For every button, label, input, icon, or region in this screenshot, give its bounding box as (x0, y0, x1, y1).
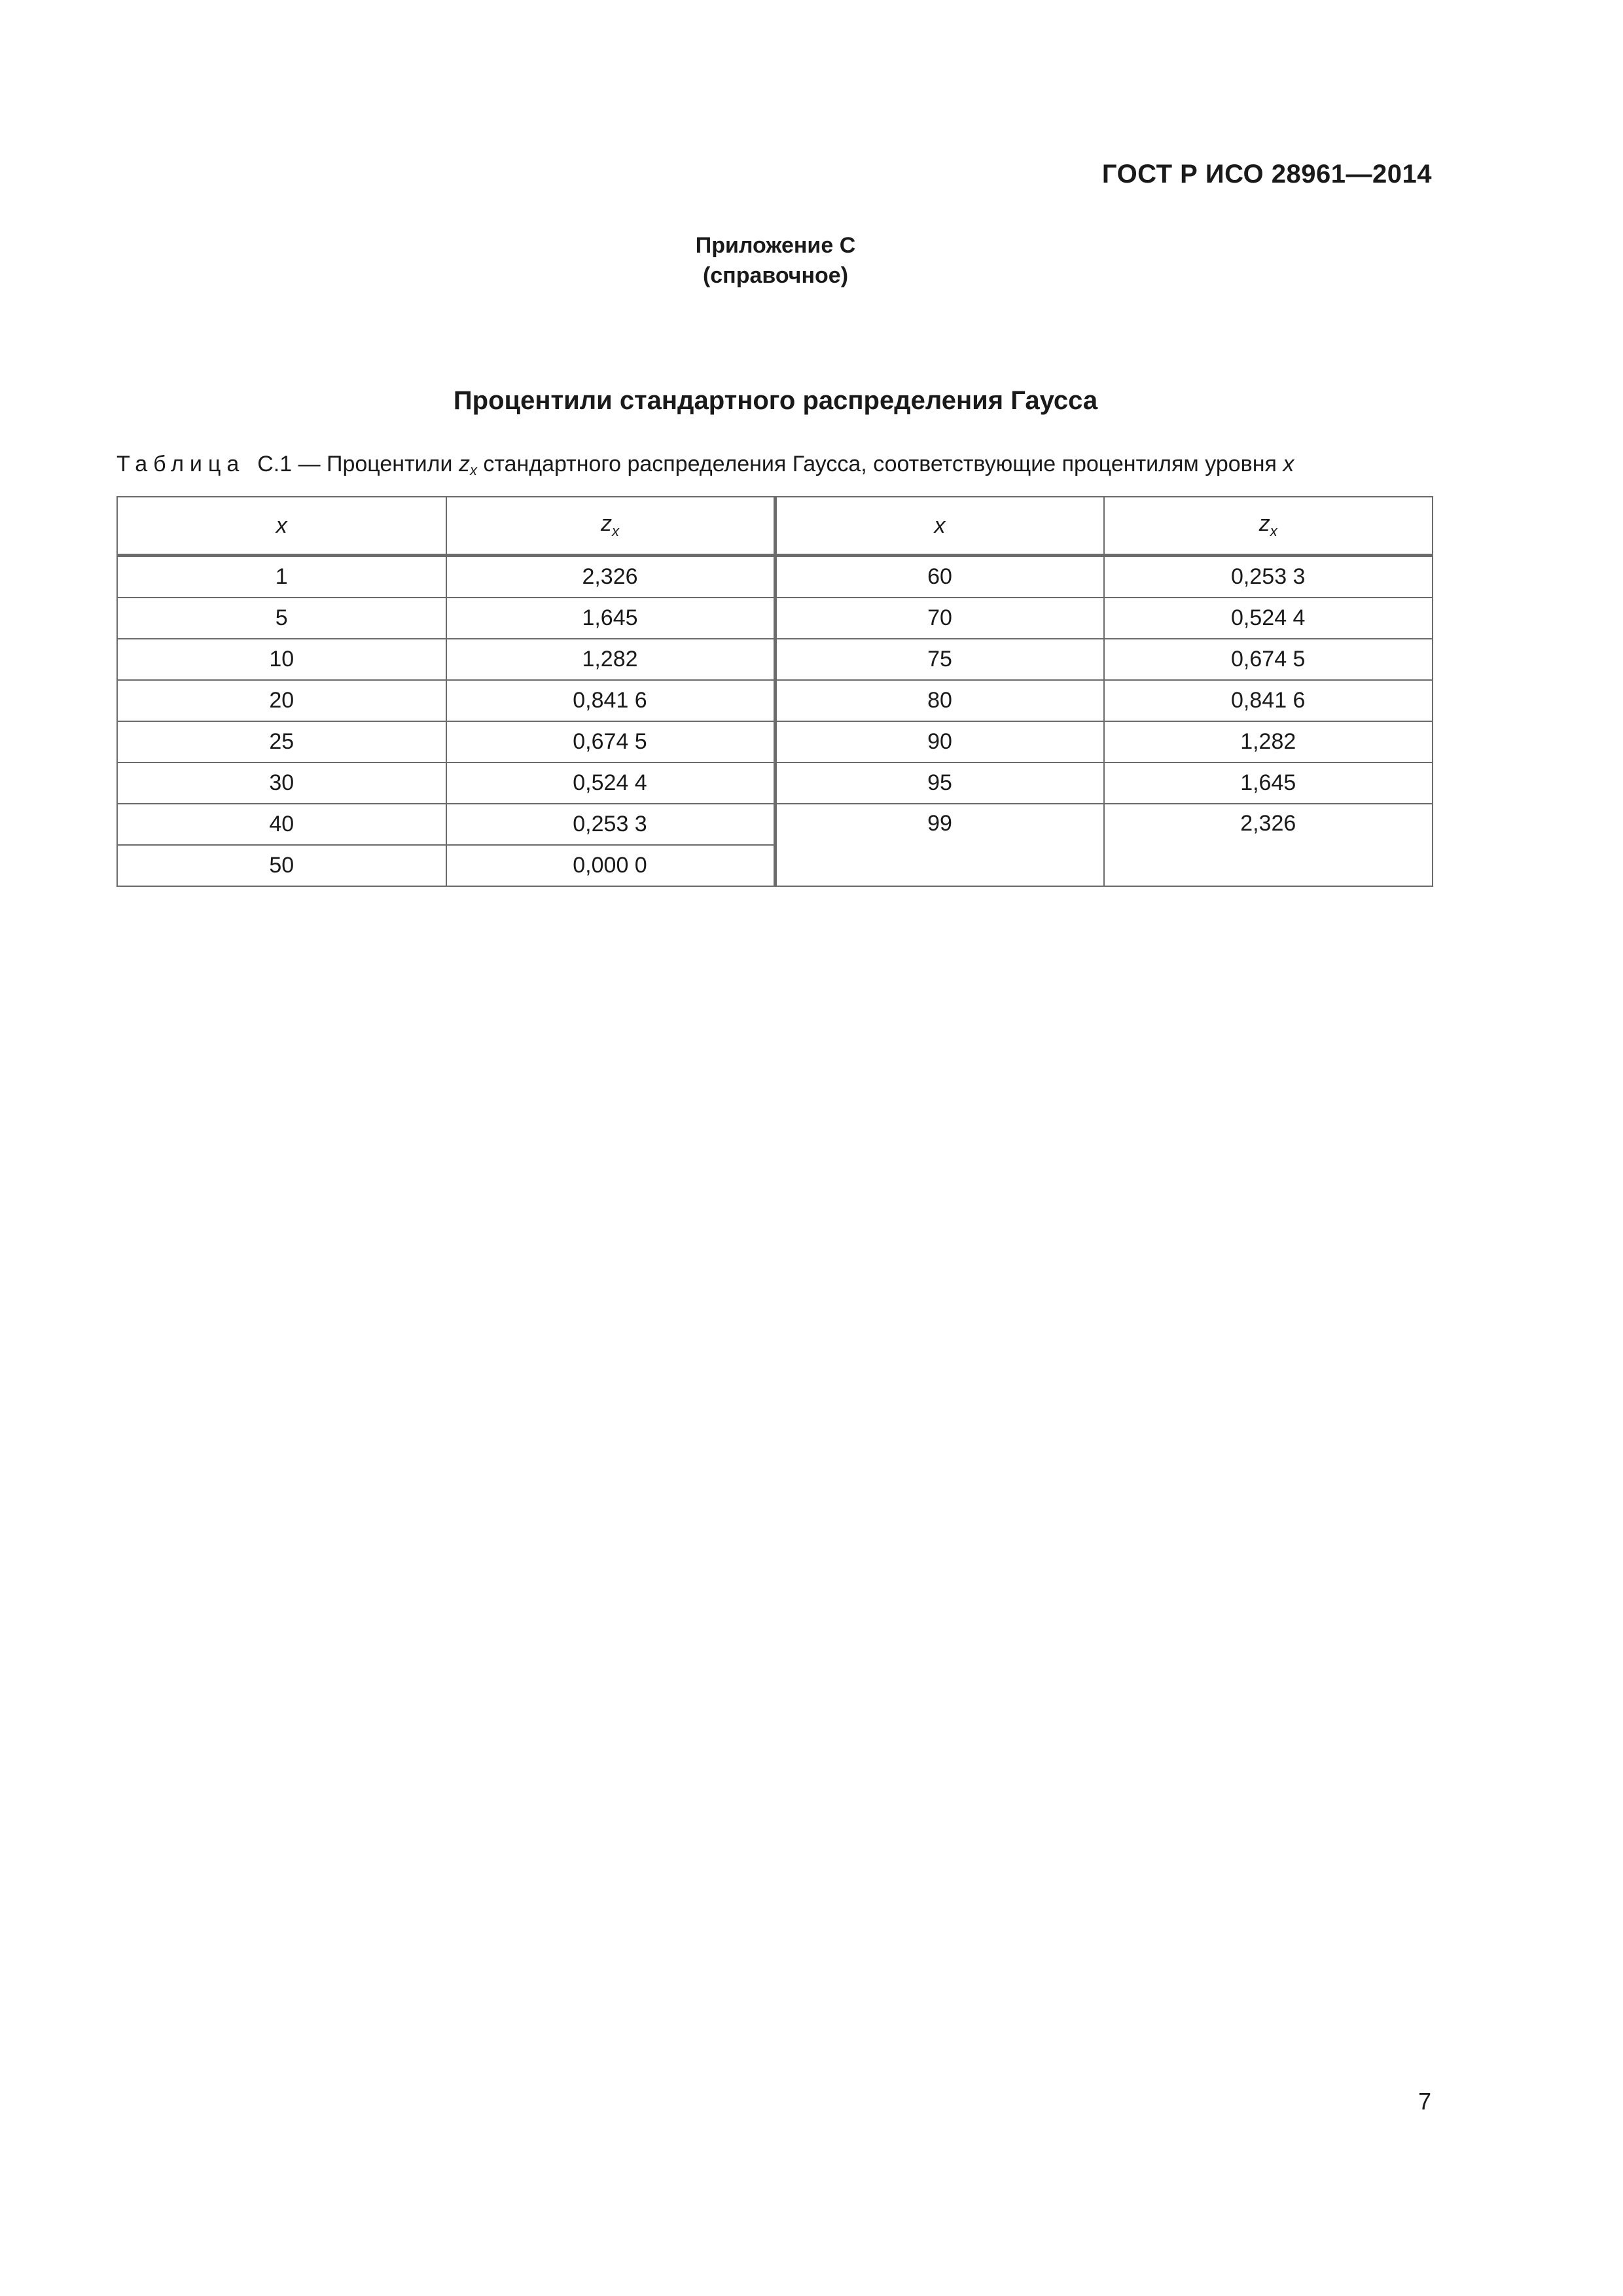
cell-x: 50 (117, 845, 446, 886)
caption-text-after: стандартного распределения Гаусса, соответствующие процентилям уровня (483, 452, 1277, 476)
appendix-type: (справочное) (702, 263, 849, 288)
table-row (117, 598, 1433, 639)
cell-z: 0,841 6 (446, 680, 776, 721)
cell-x: 70 (775, 598, 1104, 639)
caption-label: Таблица (116, 452, 245, 476)
caption-text-before: Процентили (327, 452, 453, 476)
cell-z: 1,282 (446, 639, 776, 680)
percentile-table (116, 496, 1433, 887)
cell-z: 0,524 4 (1104, 598, 1433, 639)
cell-z: 1,645 (446, 598, 776, 639)
table-row (117, 556, 1433, 598)
cell-x: 1 (117, 556, 446, 598)
cell-x: 20 (117, 680, 446, 721)
table-row (117, 804, 1433, 845)
cell-x: 10 (117, 639, 446, 680)
table-row (117, 721, 1433, 762)
cell-x: 99 (775, 804, 1104, 886)
cell-x: 30 (117, 762, 446, 804)
document-code: ГОСТ Р ИСО 28961—2014 (1101, 160, 1432, 188)
cell-z: 0,253 3 (1104, 556, 1433, 598)
table-header-row (117, 497, 1433, 556)
caption-var-z-sub: x (469, 462, 477, 478)
cell-z: 1,645 (1104, 762, 1433, 804)
cell-z: 2,326 (1104, 804, 1433, 886)
cell-z: 0,000 0 (446, 845, 776, 886)
header-x-left: x (117, 497, 446, 556)
table-row (117, 680, 1433, 721)
cell-z: 0,253 3 (446, 804, 776, 845)
cell-z: 0,674 5 (446, 721, 776, 762)
header-z-right: $z_x$ (1104, 497, 1433, 556)
header-x-right: x (775, 497, 1104, 556)
caption-number: C.1 (257, 452, 293, 476)
cell-z: 0,524 4 (446, 762, 776, 804)
page-number: 7 (1418, 2088, 1431, 2115)
cell-x: 95 (775, 762, 1104, 804)
appendix-heading (0, 230, 1551, 291)
header-z-left: $z_x$ (446, 497, 776, 556)
cell-z: 2,326 (446, 556, 776, 598)
section-title: Процентили стандартного распределения Гаусса (453, 386, 1098, 415)
cell-z: 1,282 (1104, 721, 1433, 762)
caption-var-x: x (1283, 452, 1294, 476)
cell-x: 80 (775, 680, 1104, 721)
caption-dash: — (298, 452, 321, 476)
appendix-title: Приложение C (695, 233, 856, 258)
cell-x: 90 (775, 721, 1104, 762)
cell-x: 60 (775, 556, 1104, 598)
cell-z: 0,841 6 (1104, 680, 1433, 721)
cell-x: 5 (117, 598, 446, 639)
table-row (117, 639, 1433, 680)
table-caption (116, 452, 1432, 479)
caption-var-z: z (458, 452, 470, 476)
cell-x: 75 (775, 639, 1104, 680)
table-row (117, 762, 1433, 804)
cell-z: 0,674 5 (1104, 639, 1433, 680)
cell-x: 25 (117, 721, 446, 762)
cell-x: 40 (117, 804, 446, 845)
